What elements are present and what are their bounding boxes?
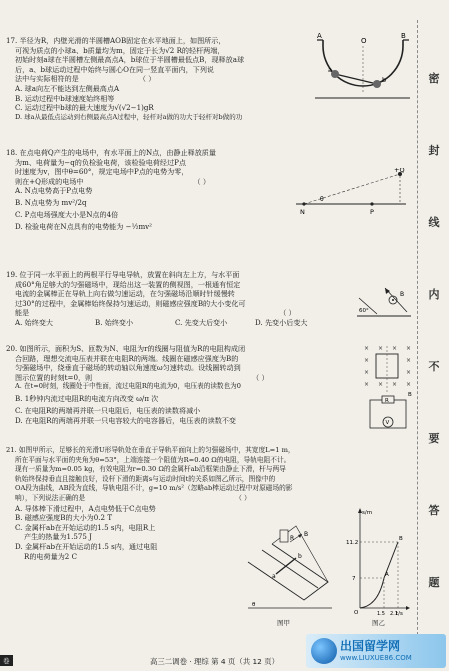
q21-figure-2-caption: 图乙 — [372, 619, 385, 627]
q17-option-b: B. 运动过程中b球速度始终相等 — [15, 93, 115, 103]
q18-figure — [290, 168, 412, 220]
svg-text:×: × — [406, 345, 412, 352]
svg-text:×: × — [392, 381, 398, 388]
q17-label-a: A — [317, 32, 322, 40]
q19-label-angle: 60° — [359, 308, 369, 314]
q21-option-d: D. 金属杆ab在开始运动的1.5 s内，通过电阻 — [15, 541, 158, 551]
q17-label-ball-b: b — [382, 76, 387, 84]
globe-icon — [311, 638, 337, 664]
svg-text:×: × — [406, 381, 412, 388]
q18-line: 则在+Q形成的电场中 （ ） — [15, 176, 210, 186]
q18-option-a: A. N点电势高于P点电势 — [15, 186, 93, 196]
q21-fig1-label-a: a — [272, 573, 276, 580]
binding-line — [417, 20, 418, 650]
side-char: 题 — [428, 576, 440, 589]
q21-fig2-point-a: A — [385, 572, 389, 578]
q21-figure-1 — [242, 512, 334, 616]
q17-label-ball-a: a — [328, 66, 332, 74]
q21-fig2-ylabel: s/m — [362, 510, 373, 516]
q21-option-c-cont: 产生的热量为1.575 J — [24, 532, 92, 542]
q21-fig2-point-b: B — [399, 536, 403, 542]
q20-line: 图示位置的时刻t=0，则 （ ） — [15, 372, 269, 382]
q18-label-theta: θ — [320, 196, 324, 203]
q21-fig2-xtick-2: 2.1 — [390, 611, 398, 616]
q19-line: 能是 （ ） — [15, 308, 296, 318]
q19-line: 电流的金属棒正在导轨上向右做匀速运动，在匀强磁场沿顺时针缓慢转 — [15, 289, 235, 299]
q20-figure — [360, 342, 414, 438]
q21-fig2-xtick-1: 1.5 — [377, 611, 385, 616]
q18-label-p: P — [370, 208, 374, 216]
svg-text:×: × — [364, 381, 370, 388]
footer-tag: 卷 — [0, 655, 13, 666]
question-17 — [6, 36, 316, 122]
q19-line: 19. 位于同一水平面上的两根平行导电导轨，放置在斜向左上方，与水平面 — [6, 270, 240, 279]
q21-figure-2 — [346, 504, 412, 616]
q20-line: 20. 如图所示，面积为S、匝数为N、电阻为r的线圈与阻值为R的电阻构成闭 — [6, 344, 246, 353]
q17-option-a: A. 球a向左不能达到左侧最高点A — [15, 83, 120, 93]
q18-line: 18. 在点电荷Q产生的电场中，有水平面上的N点，由静止释放质量 — [6, 148, 216, 157]
q21-fig2-ytick-1: 11.2 — [346, 540, 359, 546]
q17-option-d: D. 球a从最低点运动到右侧最高点A过程中，轻杆对a做的功大于轻杆对b做的功 — [15, 112, 243, 121]
q17-line: 17. 半径为R，内壁光滑的半圆槽AOB固定在水平地面上，如图所示， — [6, 36, 226, 45]
q19-option-c: C. 先变大后变小 — [175, 317, 228, 327]
q19-options — [6, 318, 356, 328]
logo-name: 出国留学网 — [340, 639, 401, 653]
svg-text:×: × — [392, 345, 398, 352]
side-char: 要 — [428, 432, 440, 445]
question-20 — [6, 344, 406, 425]
side-char: 内 — [428, 288, 440, 301]
q20-label-b: B — [408, 392, 412, 398]
q19-line: 成60°角足够大的匀强磁场中，现给出这一装置的侧视图，一根通有恒定 — [15, 279, 241, 289]
q21-fig1-label-theta: θ — [252, 602, 256, 608]
q21-fig1-label-r: R — [290, 535, 295, 542]
q20-label-r: R — [385, 398, 389, 404]
q19-option-b: B. 始终变小 — [95, 317, 134, 327]
svg-text:×: × — [406, 357, 412, 364]
q18-line: 时速度为v，图中θ=60°，规定电场中P点的电势为零， — [15, 167, 189, 177]
q17-label-b: B — [401, 32, 406, 40]
svg-text:×: × — [364, 369, 370, 376]
q21-fig1-label-field: B — [304, 531, 309, 538]
side-char: 不 — [428, 360, 440, 373]
q21-fig2-ytick-2: 7 — [352, 576, 356, 582]
q21-line: OA段为曲线，AB段为直线，导轨电阻不计，g=10 m/s²（忽略ab棒运动过程中对原磁场的影 — [15, 484, 293, 493]
q21-line: 响），下列说法正确的是 （ ） — [15, 493, 251, 502]
watermark-logo — [306, 634, 446, 668]
q20-option-d: D. 在电阻R的两端再并联一只电容较大的电容器后，电压表的读数不变 — [15, 415, 237, 425]
q18-label-n: N — [300, 208, 305, 216]
side-char: 线 — [428, 216, 440, 229]
svg-text:×: × — [364, 345, 370, 352]
binding-warning — [424, 70, 444, 590]
q17-line: 可视为质点的小球a、b质量均为m，固定于长为√2 R的轻杆两端， — [15, 45, 225, 55]
side-char: 密 — [428, 72, 440, 85]
q20-option-c: C. 在电阻R的两端再并联一只电阻后，电压表的读数将减小 — [15, 405, 201, 415]
q21-line: 轨始终保持垂直且接触良好，设杆下滑的距离s与运动时间t的关系如图乙所示，图像中的 — [15, 474, 276, 483]
q21-fig2-origin: O — [354, 610, 359, 616]
q21-option-c: C. 金属杆ab在开始运动的1.5 s内，电阻R上 — [15, 522, 156, 532]
q20-line: 匀强磁场中，绕垂直于磁场的转动轴以角速度ω匀速转动。设线圈转动到 — [15, 363, 241, 373]
logo-url: www.LIUXUE86.COM — [340, 654, 412, 662]
question-19 — [6, 270, 356, 328]
q17-label-o: O — [361, 37, 367, 45]
svg-text:×: × — [406, 369, 412, 376]
side-char: 答 — [428, 504, 440, 517]
q19-option-d: D. 先变小后变大 — [255, 317, 308, 327]
q18-label-q: +Q — [394, 168, 405, 174]
q18-line: 为m、电荷量为−q的负检验电荷，该检验电荷经过P点 — [15, 157, 186, 167]
q21-line: 21. 如图甲所示，足够长的光滑U形导轨处在垂直于导轨平面向上的匀强磁场中，其宽度L=1 m， — [6, 446, 295, 454]
q18-option-d: D. 检验电荷在N点具有的电势能为 −½mv² — [15, 221, 153, 231]
q20-label-v: V — [385, 420, 390, 426]
q19-figure — [355, 280, 413, 324]
q17-option-c: C. 运动过程中b球的最大速度为√(√2−1)gR — [15, 103, 154, 113]
q19-line: 过30°的过程中，金属棒始终保持匀速运动，则磁感应强度B的大小变化可 — [15, 298, 246, 308]
q21-option-b: B. 磁感应强度B的大小为0.2 T — [15, 513, 113, 523]
q18-option-b: B. N点电势为 mv²/2q — [15, 197, 87, 207]
q19-option-a: A. 始终变大 — [15, 317, 54, 327]
q21-fig2-xlabel: t/s — [396, 611, 403, 616]
q20-option-b: B. 1秒钟内流过电阻R的电流方向改变 ω/π 次 — [15, 393, 159, 403]
q21-fig1-label-b: b — [298, 553, 302, 560]
q17-line: 后，a、b球运动过程中始终与圆心O在同一竖直平面内，下列说 — [15, 64, 215, 74]
svg-text:×: × — [364, 357, 370, 364]
q17-line: 初始时刻a球在半圆槽左侧最高点A，b球位于半圆槽最低点B，现释放a球 — [15, 55, 245, 65]
q21-figure-1-caption: 图甲 — [277, 619, 290, 627]
q20-option-a: A. 在t=0时刻，线圈处于中性面，流过电阻R的电流为0，电压表的读数也为0 — [15, 382, 241, 391]
svg-text:×: × — [378, 381, 384, 388]
q20-line: 合回路，理想交流电压表并联在电阻R的两端。线圈在磁感应强度为B的 — [15, 353, 239, 363]
q19-label-b: B — [400, 291, 405, 298]
question-18 — [6, 148, 316, 234]
q21-option-d-cont: R的电荷量为2 C — [24, 551, 78, 561]
q18-option-c: C. P点电场强度大小是N点的4倍 — [15, 209, 119, 219]
q21-option-a: A. 导体棒下滑过程中，A点电势低于C点电势 — [15, 503, 156, 513]
footer-page-info: 高三二调卷 · 理综 第 4 页（共 12 页） — [150, 657, 279, 666]
q17-line: 法中与实际相符的是 （ ） — [15, 74, 156, 84]
q21-line: 所在平面与水平面的夹角为θ=53°，上端连接一个阻值为R=0.40 Ω的电阻，导轨电阻不计。 — [15, 455, 291, 464]
side-char: 封 — [428, 144, 440, 157]
q17-figure — [315, 32, 410, 102]
q21-line: 现有一质量为m=0.05 kg，有效电阻为r=0.30 Ω的金属杆ab沿框架由静止下滑，杆与两导 — [15, 465, 286, 474]
svg-text:×: × — [378, 345, 384, 352]
